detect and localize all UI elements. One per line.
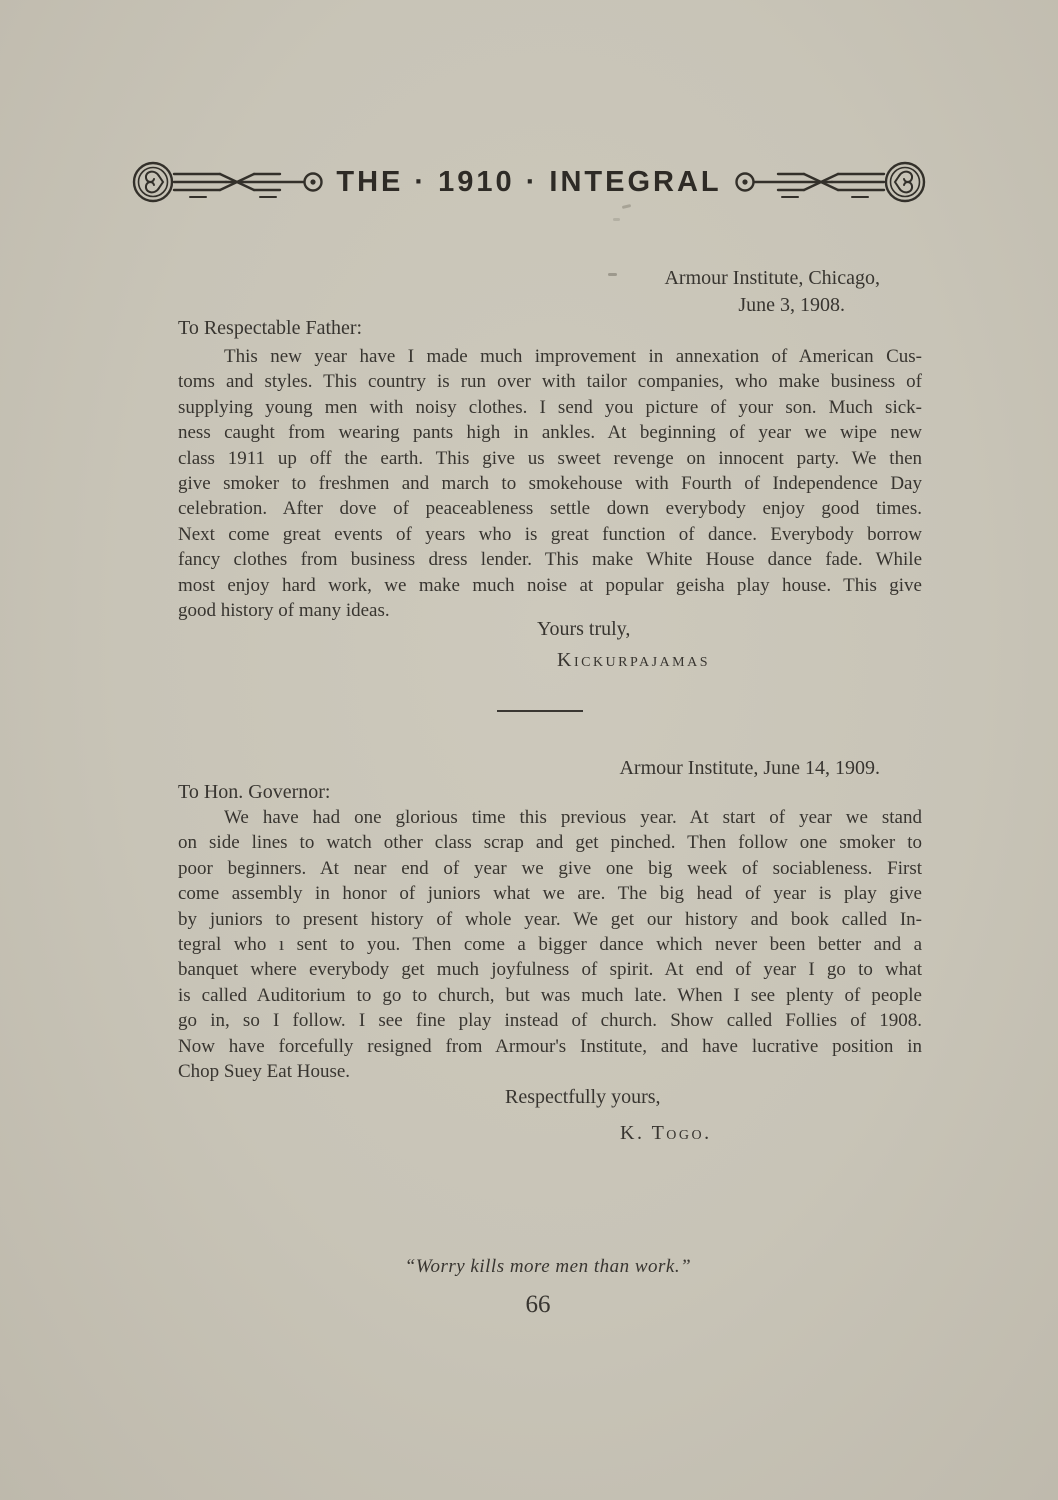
letter-body-line: This new year have I made much improvement in annexation of American Cus- [224,346,922,367]
letter-body-line: give smoker to freshmen and march to smokehouse with Fourth of Independence Day [178,473,922,495]
letter-body-line: supplying young men with noisy clothes. I send you picture of your son. Much sick- [178,396,922,418]
letter1-closing: Yours truly, [537,618,631,640]
letter-body-line: tegral who ı sent to you. Then come a bigger dance which never been better and a [178,934,922,956]
letter-body-line: most enjoy hard work, we make much noise at popular geisha play house. This give [178,574,922,596]
letter-body-line: go in, so I follow. I see fine play instead of church. Show called Follies of 1908. [178,1010,922,1032]
letter2-signature: K. Togo. [620,1122,712,1144]
page-title: THE · 1910 · INTEGRAL [336,165,722,198]
letter1-salutation: To Respectable Father: [178,317,363,339]
letter-body-line: on side lines to watch other class scrap and get pinched. Then follow one smoker to [178,832,922,854]
letter1-dateline-date: June 3, 1908. [738,294,845,316]
letter-body-line: Now have forcefully resigned from Armour's Institute, and have lucrative position in [178,1035,922,1057]
letter1-body [178,344,922,623]
letter-body-line: poor beginners. At near end of year we give one big week of sociableness. First [178,857,922,879]
page-number: 66 [525,1291,551,1318]
letter-body-line: ness caught from wearing pants high in ankles. At beginning of year we wipe new [178,422,922,444]
letter-body-line: come assembly in honor of juniors what we are. The big head of year is play give [178,883,922,905]
letter-body-line: Chop Suey Eat House. [178,1061,351,1083]
letter-body-line: class 1911 up off the earth. This give us sweet revenge on innocent party. We then [178,447,922,469]
scroll-flourish-icon [130,159,326,205]
letter-body-line: Next come great events of years who is great function of dance. Everybody borrow [178,523,922,545]
letter-body-line: is called Auditorium to go to church, but was much late. When I see plenty of people [178,984,922,1006]
footer-quote: “Worry kills more men than work.” [404,1256,692,1277]
letter2-salutation: To Hon. Governor: [178,781,331,803]
letter-body-line: good history of many ideas. [178,600,390,622]
letter2-body [178,805,922,1084]
letter-body-line: toms and styles. This country is run over with tailor companies, who make business of [178,371,922,393]
letter-body-line: by juniors to present history of whole year. We get our history and book called In- [178,908,922,930]
letter1-signature: Kickurpajamas [557,649,711,671]
section-divider [497,710,583,712]
letter-body-line: We have had one glorious time this previous year. At start of year we stand [224,807,922,828]
letter2-dateline: Armour Institute, June 14, 1909. [619,757,880,779]
letter-body-line: banquet where everybody get much joyfulness of spirit. At end of year I go to what [178,959,922,981]
letter1-dateline-place: Armour Institute, Chicago, [664,267,880,289]
scroll-flourish-icon [732,159,928,205]
scan-artifact [613,218,620,221]
scan-artifact [622,204,631,209]
masthead [0,156,1058,208]
letter-body-line: celebration. After dove of peaceableness settle down everybody enjoy good times. [178,498,922,520]
letter2-closing: Respectfully yours, [505,1086,661,1108]
letter-body-line: fancy clothes from business dress lender. This make White House dance fade. While [178,549,922,571]
